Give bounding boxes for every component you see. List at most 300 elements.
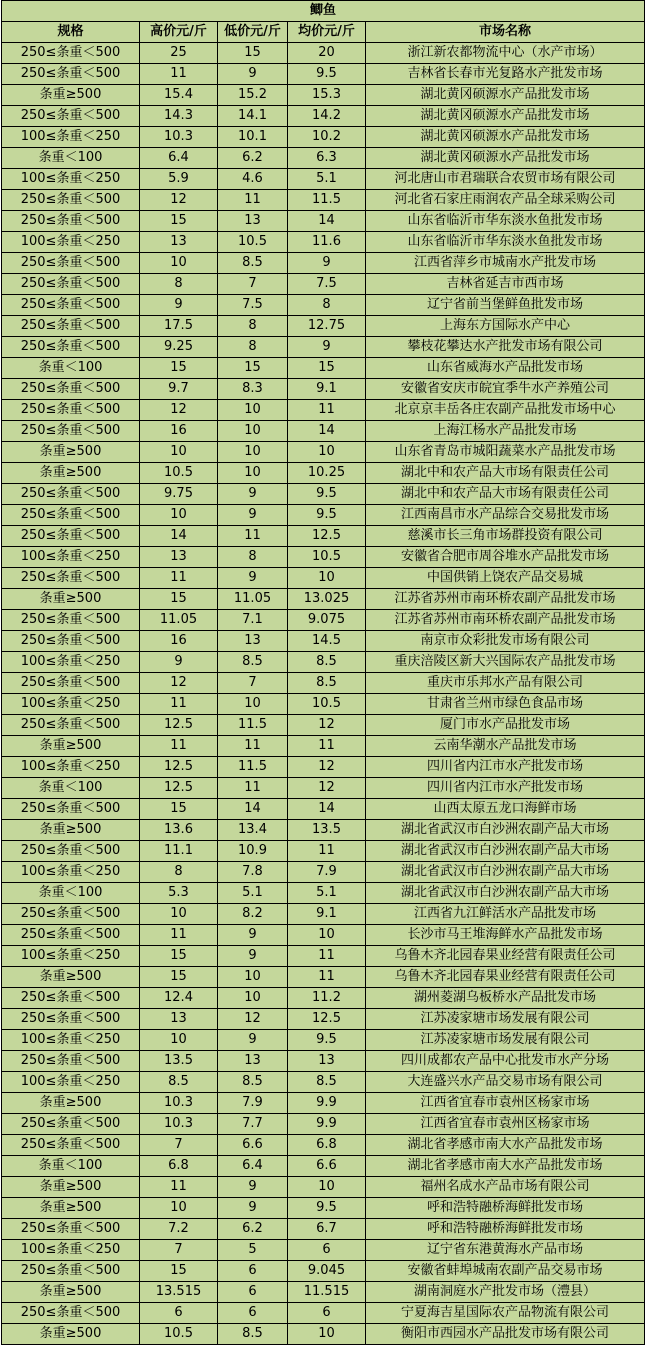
spec-cell: 250≤条重＜500 bbox=[2, 64, 140, 85]
avg-price-cell: 11 bbox=[288, 967, 366, 988]
table-row bbox=[2, 505, 645, 526]
market-name-cell: 厦门市水产品批发市场 bbox=[366, 715, 645, 736]
market-name-cell: 山东省威海水产品批发市场 bbox=[366, 358, 645, 379]
low-price-cell: 11 bbox=[218, 526, 288, 547]
spec-cell: 250≤条重＜500 bbox=[2, 316, 140, 337]
low-price-cell: 15.2 bbox=[218, 85, 288, 106]
market-name-cell: 湖南洞庭水产批发市场（澧县） bbox=[366, 1282, 645, 1303]
table-row bbox=[2, 799, 645, 820]
table-title: 鲫鱼 bbox=[2, 1, 645, 22]
high-price-cell: 13 bbox=[140, 547, 218, 568]
market-name-cell: 江苏凌家塘市场发展有限公司 bbox=[366, 1030, 645, 1051]
spec-cell: 100≤条重＜250 bbox=[2, 232, 140, 253]
table-row bbox=[2, 1198, 645, 1219]
low-price-cell: 6 bbox=[218, 1261, 288, 1282]
low-price-cell: 10 bbox=[218, 421, 288, 442]
avg-price-cell: 10.25 bbox=[288, 463, 366, 484]
spec-cell: 条重≥500 bbox=[2, 1198, 140, 1219]
spec-cell: 250≤条重＜500 bbox=[2, 379, 140, 400]
spec-cell: 100≤条重＜250 bbox=[2, 1030, 140, 1051]
spec-cell: 条重＜100 bbox=[2, 1156, 140, 1177]
table-body bbox=[2, 43, 645, 1345]
high-price-cell: 17.5 bbox=[140, 316, 218, 337]
table-row bbox=[2, 1219, 645, 1240]
high-price-cell: 10.3 bbox=[140, 127, 218, 148]
avg-price-cell: 6.8 bbox=[288, 1135, 366, 1156]
market-name-cell: 乌鲁木齐北园春果业经营有限责任公司 bbox=[366, 946, 645, 967]
spec-cell: 条重≥500 bbox=[2, 1093, 140, 1114]
market-name-cell: 大连盛兴水产品交易市场有限公司 bbox=[366, 1072, 645, 1093]
column-header-market: 市场名称 bbox=[366, 22, 645, 43]
spec-cell: 250≤条重＜500 bbox=[2, 526, 140, 547]
table-row bbox=[2, 379, 645, 400]
table-row bbox=[2, 1240, 645, 1261]
table-row bbox=[2, 841, 645, 862]
avg-price-cell: 6 bbox=[288, 1240, 366, 1261]
low-price-cell: 4.6 bbox=[218, 169, 288, 190]
spec-cell: 250≤条重＜500 bbox=[2, 568, 140, 589]
avg-price-cell: 10 bbox=[288, 925, 366, 946]
market-name-cell: 湖北黄冈硕源水产品批发市场 bbox=[366, 85, 645, 106]
high-price-cell: 14.3 bbox=[140, 106, 218, 127]
avg-price-cell: 14 bbox=[288, 799, 366, 820]
market-name-cell: 山东省临沂市华东淡水鱼批发市场 bbox=[366, 232, 645, 253]
high-price-cell: 10 bbox=[140, 1198, 218, 1219]
avg-price-cell: 8.5 bbox=[288, 1072, 366, 1093]
market-name-cell: 长沙市马王堆海鲜水产品批发市场 bbox=[366, 925, 645, 946]
high-price-cell: 11 bbox=[140, 925, 218, 946]
spec-cell: 100≤条重＜250 bbox=[2, 547, 140, 568]
table-row bbox=[2, 1114, 645, 1135]
low-price-cell: 13 bbox=[218, 631, 288, 652]
spec-cell: 250≤条重＜500 bbox=[2, 253, 140, 274]
table-row bbox=[2, 1303, 645, 1324]
avg-price-cell: 9 bbox=[288, 253, 366, 274]
table-row bbox=[2, 568, 645, 589]
low-price-cell: 9 bbox=[218, 505, 288, 526]
avg-price-cell: 14.5 bbox=[288, 631, 366, 652]
low-price-cell: 9 bbox=[218, 64, 288, 85]
low-price-cell: 7.5 bbox=[218, 295, 288, 316]
avg-price-cell: 14 bbox=[288, 211, 366, 232]
spec-cell: 100≤条重＜250 bbox=[2, 652, 140, 673]
low-price-cell: 9 bbox=[218, 568, 288, 589]
low-price-cell: 5 bbox=[218, 1240, 288, 1261]
avg-price-cell: 20 bbox=[288, 43, 366, 64]
high-price-cell: 7.2 bbox=[140, 1219, 218, 1240]
market-name-cell: 江苏省苏州市南环桥农副产品批发市场 bbox=[366, 589, 645, 610]
avg-price-cell: 9.075 bbox=[288, 610, 366, 631]
low-price-cell: 9 bbox=[218, 946, 288, 967]
avg-price-cell: 9 bbox=[288, 337, 366, 358]
market-name-cell: 南京市众彩批发市场有限公司 bbox=[366, 631, 645, 652]
high-price-cell: 12 bbox=[140, 190, 218, 211]
column-header-avg-price: 均价元/斤 bbox=[288, 22, 366, 43]
table-row bbox=[2, 295, 645, 316]
avg-price-cell: 10 bbox=[288, 568, 366, 589]
table-row bbox=[2, 253, 645, 274]
low-price-cell: 10 bbox=[218, 967, 288, 988]
table-row bbox=[2, 736, 645, 757]
table-row bbox=[2, 358, 645, 379]
high-price-cell: 7 bbox=[140, 1135, 218, 1156]
high-price-cell: 6.4 bbox=[140, 148, 218, 169]
market-name-cell: 安徽省蚌埠城南农副产品交易市场 bbox=[366, 1261, 645, 1282]
market-name-cell: 云南华潮水产品批发市场 bbox=[366, 736, 645, 757]
table-row bbox=[2, 1030, 645, 1051]
low-price-cell: 6.6 bbox=[218, 1135, 288, 1156]
market-name-cell: 乌鲁木齐北园春果业经营有限责任公司 bbox=[366, 967, 645, 988]
low-price-cell: 8.5 bbox=[218, 652, 288, 673]
spec-cell: 条重≥500 bbox=[2, 589, 140, 610]
low-price-cell: 15 bbox=[218, 43, 288, 64]
table-row bbox=[2, 610, 645, 631]
low-price-cell: 6 bbox=[218, 1303, 288, 1324]
market-name-cell: 江西省宜春市袁州区杨家市场 bbox=[366, 1114, 645, 1135]
high-price-cell: 11 bbox=[140, 736, 218, 757]
avg-price-cell: 12.75 bbox=[288, 316, 366, 337]
low-price-cell: 11 bbox=[218, 778, 288, 799]
high-price-cell: 6 bbox=[140, 1303, 218, 1324]
market-name-cell: 上海东方国际水产中心 bbox=[366, 316, 645, 337]
avg-price-cell: 9.5 bbox=[288, 484, 366, 505]
column-header-high-price: 高价元/斤 bbox=[140, 22, 218, 43]
spec-cell: 250≤条重＜500 bbox=[2, 1135, 140, 1156]
market-name-cell: 安徽省安庆市皖宜季牛水产养殖公司 bbox=[366, 379, 645, 400]
avg-price-cell: 10.5 bbox=[288, 547, 366, 568]
market-name-cell: 湖北黄冈硕源水产品批发市场 bbox=[366, 148, 645, 169]
low-price-cell: 10.9 bbox=[218, 841, 288, 862]
market-name-cell: 重庆涪陵区新大兴国际农产品批发市场 bbox=[366, 652, 645, 673]
high-price-cell: 15 bbox=[140, 946, 218, 967]
low-price-cell: 8.5 bbox=[218, 1072, 288, 1093]
spec-cell: 250≤条重＜500 bbox=[2, 421, 140, 442]
spec-cell: 250≤条重＜500 bbox=[2, 400, 140, 421]
high-price-cell: 8 bbox=[140, 862, 218, 883]
low-price-cell: 12 bbox=[218, 1009, 288, 1030]
high-price-cell: 10 bbox=[140, 904, 218, 925]
spec-cell: 100≤条重＜250 bbox=[2, 127, 140, 148]
spec-cell: 250≤条重＜500 bbox=[2, 106, 140, 127]
low-price-cell: 7 bbox=[218, 274, 288, 295]
market-name-cell: 湖北省武汉市白沙洲农副产品大市场 bbox=[366, 883, 645, 904]
table-row bbox=[2, 232, 645, 253]
table-row bbox=[2, 1282, 645, 1303]
avg-price-cell: 9.5 bbox=[288, 1030, 366, 1051]
table-row bbox=[2, 127, 645, 148]
table-row bbox=[2, 946, 645, 967]
low-price-cell: 7.7 bbox=[218, 1114, 288, 1135]
low-price-cell: 11.5 bbox=[218, 757, 288, 778]
spec-cell: 250≤条重＜500 bbox=[2, 1009, 140, 1030]
table-row bbox=[2, 1156, 645, 1177]
avg-price-cell: 12 bbox=[288, 778, 366, 799]
spec-cell: 条重≥500 bbox=[2, 463, 140, 484]
market-name-cell: 湖北省武汉市白沙洲农副产品大市场 bbox=[366, 841, 645, 862]
low-price-cell: 7 bbox=[218, 673, 288, 694]
table-row bbox=[2, 106, 645, 127]
avg-price-cell: 10 bbox=[288, 1177, 366, 1198]
avg-price-cell: 13.025 bbox=[288, 589, 366, 610]
high-price-cell: 15 bbox=[140, 211, 218, 232]
low-price-cell: 9 bbox=[218, 1177, 288, 1198]
market-name-cell: 江西省宜春市袁州区杨家市场 bbox=[366, 1093, 645, 1114]
low-price-cell: 8.3 bbox=[218, 379, 288, 400]
low-price-cell: 10 bbox=[218, 988, 288, 1009]
high-price-cell: 12.4 bbox=[140, 988, 218, 1009]
spec-cell: 条重≥500 bbox=[2, 1282, 140, 1303]
table-row bbox=[2, 547, 645, 568]
market-name-cell: 北京京丰岳各庄农副产品批发市场中心 bbox=[366, 400, 645, 421]
table-row bbox=[2, 883, 645, 904]
market-name-cell: 湖北黄冈硕源水产品批发市场 bbox=[366, 106, 645, 127]
spec-cell: 250≤条重＜500 bbox=[2, 211, 140, 232]
low-price-cell: 9 bbox=[218, 1198, 288, 1219]
spec-cell: 250≤条重＜500 bbox=[2, 337, 140, 358]
table-row bbox=[2, 316, 645, 337]
table-row bbox=[2, 43, 645, 64]
market-name-cell: 中国供销上饶农产品交易城 bbox=[366, 568, 645, 589]
table-row bbox=[2, 64, 645, 85]
high-price-cell: 5.3 bbox=[140, 883, 218, 904]
avg-price-cell: 11.515 bbox=[288, 1282, 366, 1303]
low-price-cell: 8.5 bbox=[218, 253, 288, 274]
avg-price-cell: 6.6 bbox=[288, 1156, 366, 1177]
avg-price-cell: 7.9 bbox=[288, 862, 366, 883]
table-row bbox=[2, 526, 645, 547]
market-name-cell: 福州名成水产品市场有限公司 bbox=[366, 1177, 645, 1198]
high-price-cell: 15 bbox=[140, 799, 218, 820]
market-name-cell: 湖北黄冈硕源水产品批发市场 bbox=[366, 127, 645, 148]
low-price-cell: 6.2 bbox=[218, 1219, 288, 1240]
market-name-cell: 山东省临沂市华东淡水鱼批发市场 bbox=[366, 211, 645, 232]
low-price-cell: 10 bbox=[218, 400, 288, 421]
spec-cell: 100≤条重＜250 bbox=[2, 1072, 140, 1093]
low-price-cell: 7.1 bbox=[218, 610, 288, 631]
high-price-cell: 13.6 bbox=[140, 820, 218, 841]
avg-price-cell: 12.5 bbox=[288, 526, 366, 547]
table-row bbox=[2, 589, 645, 610]
table-row bbox=[2, 820, 645, 841]
market-name-cell: 四川省内江市水产批发市场 bbox=[366, 778, 645, 799]
market-name-cell: 慈溪市长三角市场群投资有限公司 bbox=[366, 526, 645, 547]
spec-cell: 250≤条重＜500 bbox=[2, 43, 140, 64]
avg-price-cell: 14 bbox=[288, 421, 366, 442]
high-price-cell: 10.3 bbox=[140, 1093, 218, 1114]
avg-price-cell: 11 bbox=[288, 400, 366, 421]
table-row bbox=[2, 85, 645, 106]
high-price-cell: 10 bbox=[140, 442, 218, 463]
table-row bbox=[2, 1072, 645, 1093]
high-price-cell: 25 bbox=[140, 43, 218, 64]
table-row bbox=[2, 169, 645, 190]
high-price-cell: 12.5 bbox=[140, 778, 218, 799]
spec-cell: 250≤条重＜500 bbox=[2, 1303, 140, 1324]
low-price-cell: 7.8 bbox=[218, 862, 288, 883]
table-row bbox=[2, 673, 645, 694]
table-row bbox=[2, 1009, 645, 1030]
low-price-cell: 14 bbox=[218, 799, 288, 820]
low-price-cell: 9 bbox=[218, 1030, 288, 1051]
market-name-cell: 浙江新农都物流中心（水产市场） bbox=[366, 43, 645, 64]
spec-cell: 250≤条重＜500 bbox=[2, 841, 140, 862]
table-row bbox=[2, 1324, 645, 1345]
avg-price-cell: 12 bbox=[288, 715, 366, 736]
high-price-cell: 8 bbox=[140, 274, 218, 295]
high-price-cell: 15 bbox=[140, 358, 218, 379]
spec-cell: 250≤条重＜500 bbox=[2, 190, 140, 211]
high-price-cell: 12.5 bbox=[140, 715, 218, 736]
high-price-cell: 13.5 bbox=[140, 1051, 218, 1072]
market-name-cell: 四川省内江市水产批发市场 bbox=[366, 757, 645, 778]
spec-cell: 条重≥500 bbox=[2, 1177, 140, 1198]
spec-cell: 条重＜100 bbox=[2, 883, 140, 904]
avg-price-cell: 9.5 bbox=[288, 505, 366, 526]
high-price-cell: 7 bbox=[140, 1240, 218, 1261]
spec-cell: 250≤条重＜500 bbox=[2, 484, 140, 505]
market-name-cell: 吉林省长春市光复路水产批发市场 bbox=[366, 64, 645, 85]
avg-price-cell: 8 bbox=[288, 295, 366, 316]
avg-price-cell: 11 bbox=[288, 946, 366, 967]
avg-price-cell: 9.9 bbox=[288, 1114, 366, 1135]
market-name-cell: 山东省青岛市城阳蔬菜水产品批发市场 bbox=[366, 442, 645, 463]
table-row bbox=[2, 421, 645, 442]
table-row bbox=[2, 1051, 645, 1072]
avg-price-cell: 12 bbox=[288, 757, 366, 778]
avg-price-cell: 6 bbox=[288, 1303, 366, 1324]
high-price-cell: 13.515 bbox=[140, 1282, 218, 1303]
spec-cell: 250≤条重＜500 bbox=[2, 715, 140, 736]
spec-cell: 条重＜100 bbox=[2, 358, 140, 379]
high-price-cell: 11 bbox=[140, 1177, 218, 1198]
low-price-cell: 6 bbox=[218, 1282, 288, 1303]
avg-price-cell: 9.1 bbox=[288, 904, 366, 925]
market-name-cell: 江西省九江鲜活水产品批发市场 bbox=[366, 904, 645, 925]
high-price-cell: 10.3 bbox=[140, 1114, 218, 1135]
low-price-cell: 11 bbox=[218, 190, 288, 211]
spec-cell: 条重≥500 bbox=[2, 820, 140, 841]
low-price-cell: 8 bbox=[218, 547, 288, 568]
column-header-spec: 规格 bbox=[2, 22, 140, 43]
high-price-cell: 9 bbox=[140, 652, 218, 673]
table-row bbox=[2, 484, 645, 505]
avg-price-cell: 8.5 bbox=[288, 673, 366, 694]
spec-cell: 条重≥500 bbox=[2, 85, 140, 106]
low-price-cell: 8 bbox=[218, 316, 288, 337]
table-row bbox=[2, 757, 645, 778]
high-price-cell: 8.5 bbox=[140, 1072, 218, 1093]
high-price-cell: 15 bbox=[140, 589, 218, 610]
high-price-cell: 10 bbox=[140, 253, 218, 274]
table-row bbox=[2, 463, 645, 484]
market-name-cell: 湖州菱湖乌板桥水产品批发市场 bbox=[366, 988, 645, 1009]
avg-price-cell: 5.1 bbox=[288, 883, 366, 904]
high-price-cell: 16 bbox=[140, 631, 218, 652]
low-price-cell: 9 bbox=[218, 484, 288, 505]
avg-price-cell: 5.1 bbox=[288, 169, 366, 190]
avg-price-cell: 11.5 bbox=[288, 190, 366, 211]
table-row bbox=[2, 631, 645, 652]
high-price-cell: 13 bbox=[140, 1009, 218, 1030]
high-price-cell: 10.5 bbox=[140, 463, 218, 484]
high-price-cell: 11 bbox=[140, 694, 218, 715]
market-name-cell: 江苏凌家塘市场发展有限公司 bbox=[366, 1009, 645, 1030]
high-price-cell: 12 bbox=[140, 400, 218, 421]
header-row bbox=[2, 22, 645, 43]
table-row bbox=[2, 1177, 645, 1198]
avg-price-cell: 14.2 bbox=[288, 106, 366, 127]
low-price-cell: 9 bbox=[218, 925, 288, 946]
market-name-cell: 河北省石家庄雨润农产品全球采购公司 bbox=[366, 190, 645, 211]
high-price-cell: 14 bbox=[140, 526, 218, 547]
spec-cell: 250≤条重＜500 bbox=[2, 274, 140, 295]
high-price-cell: 5.9 bbox=[140, 169, 218, 190]
table-row bbox=[2, 862, 645, 883]
price-table bbox=[1, 0, 645, 1345]
high-price-cell: 10 bbox=[140, 505, 218, 526]
avg-price-cell: 9.5 bbox=[288, 64, 366, 85]
spec-cell: 250≤条重＜500 bbox=[2, 295, 140, 316]
avg-price-cell: 13.5 bbox=[288, 820, 366, 841]
low-price-cell: 10.1 bbox=[218, 127, 288, 148]
spec-cell: 250≤条重＜500 bbox=[2, 1219, 140, 1240]
low-price-cell: 6.4 bbox=[218, 1156, 288, 1177]
low-price-cell: 15 bbox=[218, 358, 288, 379]
market-name-cell: 甘肃省兰州市绿色食品市场 bbox=[366, 694, 645, 715]
low-price-cell: 10 bbox=[218, 694, 288, 715]
low-price-cell: 13 bbox=[218, 1051, 288, 1072]
low-price-cell: 10 bbox=[218, 463, 288, 484]
low-price-cell: 8.2 bbox=[218, 904, 288, 925]
table-row bbox=[2, 652, 645, 673]
market-name-cell: 衡阳市西园水产品批发市场有限公司 bbox=[366, 1324, 645, 1345]
table-row bbox=[2, 988, 645, 1009]
high-price-cell: 9 bbox=[140, 295, 218, 316]
market-name-cell: 攀枝花攀达水产批发市场有限公司 bbox=[366, 337, 645, 358]
market-name-cell: 湖北省孝感市南大水产品批发市场 bbox=[366, 1156, 645, 1177]
high-price-cell: 15 bbox=[140, 1261, 218, 1282]
avg-price-cell: 10 bbox=[288, 442, 366, 463]
spec-cell: 条重＜100 bbox=[2, 778, 140, 799]
market-name-cell: 吉林省延吉市西市场 bbox=[366, 274, 645, 295]
market-name-cell: 呼和浩特融桥海鲜批发市场 bbox=[366, 1198, 645, 1219]
avg-price-cell: 12.5 bbox=[288, 1009, 366, 1030]
spec-cell: 条重≥500 bbox=[2, 967, 140, 988]
spec-cell: 250≤条重＜500 bbox=[2, 610, 140, 631]
spec-cell: 250≤条重＜500 bbox=[2, 1261, 140, 1282]
market-name-cell: 宁夏海吉星国际农产品物流有限公司 bbox=[366, 1303, 645, 1324]
spec-cell: 250≤条重＜500 bbox=[2, 799, 140, 820]
spec-cell: 250≤条重＜500 bbox=[2, 925, 140, 946]
high-price-cell: 10 bbox=[140, 1030, 218, 1051]
avg-price-cell: 11 bbox=[288, 841, 366, 862]
table-row bbox=[2, 400, 645, 421]
avg-price-cell: 9.1 bbox=[288, 379, 366, 400]
table-row bbox=[2, 442, 645, 463]
market-name-cell: 重庆市乐邦水产品有限公司 bbox=[366, 673, 645, 694]
market-name-cell: 湖北省武汉市白沙洲农副产品大市场 bbox=[366, 820, 645, 841]
market-name-cell: 上海江杨水产品批发市场 bbox=[366, 421, 645, 442]
low-price-cell: 5.1 bbox=[218, 883, 288, 904]
market-name-cell: 辽宁省东港黄海水产品市场 bbox=[366, 1240, 645, 1261]
high-price-cell: 9.7 bbox=[140, 379, 218, 400]
avg-price-cell: 10.2 bbox=[288, 127, 366, 148]
table-row bbox=[2, 148, 645, 169]
table-row bbox=[2, 715, 645, 736]
spec-cell: 条重≥500 bbox=[2, 736, 140, 757]
table-row bbox=[2, 337, 645, 358]
avg-price-cell: 9.045 bbox=[288, 1261, 366, 1282]
